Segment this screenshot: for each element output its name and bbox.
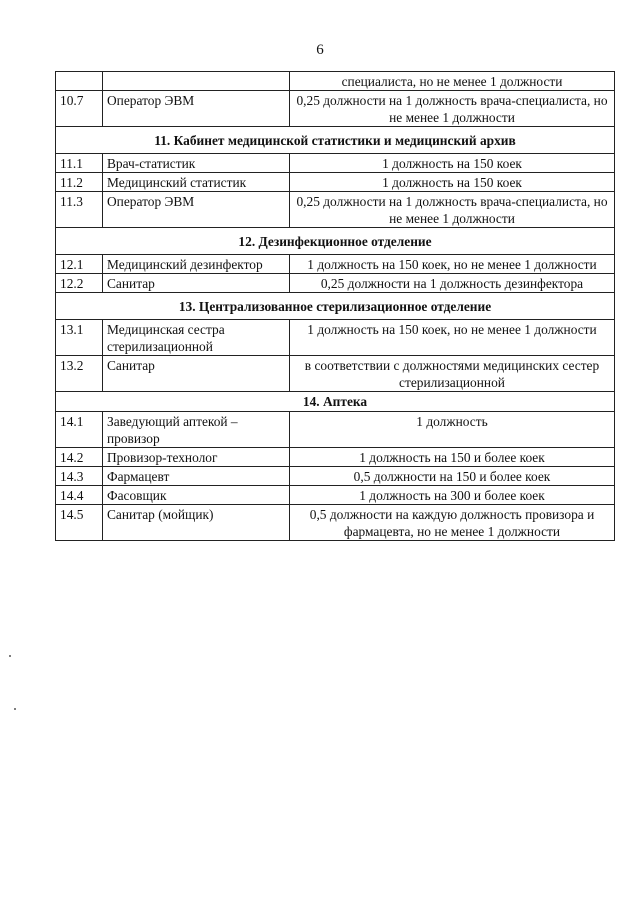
- table-row: [56, 173, 615, 192]
- row-norm: 0,5 должности на 150 и более коек: [290, 467, 615, 486]
- row-position: Санитар: [103, 274, 290, 293]
- table-row: [56, 72, 615, 91]
- row-position: Врач-статистик: [103, 154, 290, 173]
- row-number: 11.3: [56, 192, 103, 228]
- row-norm: 1 должность на 150 коек: [290, 154, 615, 173]
- row-number: 10.7: [56, 91, 103, 127]
- row-norm: 1 должность на 150 коек, но не менее 1 должности: [290, 320, 615, 356]
- row-position: Оператор ЭВМ: [103, 91, 290, 127]
- section-title: 13. Централизованное стерилизационное отделение: [56, 293, 615, 320]
- row-number: 11.1: [56, 154, 103, 173]
- row-position: Санитар (мойщик): [103, 505, 290, 541]
- row-norm: 0,25 должности на 1 должность врача-специалиста, но не менее 1 должности: [290, 192, 615, 228]
- row-norm: 1 должность на 150 и более коек: [290, 448, 615, 467]
- row-number: 14.4: [56, 486, 103, 505]
- row-number: 14.5: [56, 505, 103, 541]
- section-title: 11. Кабинет медицинской статистики и медицинский архив: [56, 127, 615, 154]
- table-row: [56, 192, 615, 228]
- row-position: Оператор ЭВМ: [103, 192, 290, 228]
- table-row: [56, 412, 615, 448]
- row-number: 12.1: [56, 255, 103, 274]
- section-title: 14. Аптека: [56, 392, 615, 412]
- row-position: Медицинская сестра стерилизационной: [103, 320, 290, 356]
- row-position: Провизор-технолог: [103, 448, 290, 467]
- table-row: [56, 505, 615, 541]
- row-position: Медицинский дезинфектор: [103, 255, 290, 274]
- row-number: 12.2: [56, 274, 103, 293]
- section-title: 12. Дезинфекционное отделение: [56, 228, 615, 255]
- table-row: [56, 274, 615, 293]
- table-row: [56, 255, 615, 274]
- page-number: 6: [316, 42, 324, 58]
- table-row: [56, 154, 615, 173]
- row-position: Фармацевт: [103, 467, 290, 486]
- scan-speck: [9, 655, 11, 657]
- section-header-row: [56, 293, 615, 320]
- row-position: Фасовщик: [103, 486, 290, 505]
- row-number: 13.2: [56, 356, 103, 392]
- row-norm: 0,25 должности на 1 должность дезинфектора: [290, 274, 615, 293]
- row-norm: 1 должность на 150 коек: [290, 173, 615, 192]
- row-norm: специалиста, но не менее 1 должности: [290, 72, 615, 91]
- scan-speck: [14, 708, 16, 710]
- row-norm: 1 должность на 300 и более коек: [290, 486, 615, 505]
- row-position: Медицинский статистик: [103, 173, 290, 192]
- row-number: 14.3: [56, 467, 103, 486]
- table-row: [56, 467, 615, 486]
- row-norm: в соответствии с должностями медицинских сестер стерилизационной: [290, 356, 615, 392]
- table-row: [56, 320, 615, 356]
- section-header-row: [56, 127, 615, 154]
- table-row: [56, 91, 615, 127]
- row-norm: 1 должность на 150 коек, но не менее 1 должности: [290, 255, 615, 274]
- row-norm: 0,5 должности на каждую должность провизора и фармацевта, но не менее 1 должности: [290, 505, 615, 541]
- section-header-row: [56, 228, 615, 255]
- row-number: 14.1: [56, 412, 103, 448]
- table-row: [56, 356, 615, 392]
- table-row: [56, 486, 615, 505]
- row-number: [56, 72, 103, 91]
- row-position: Заведующий аптекой – провизор: [103, 412, 290, 448]
- table-row: [56, 448, 615, 467]
- row-number: 14.2: [56, 448, 103, 467]
- row-position: [103, 72, 290, 91]
- row-norm: 0,25 должности на 1 должность врача-специалиста, но не менее 1 должности: [290, 91, 615, 127]
- row-position: Санитар: [103, 356, 290, 392]
- section-header-row: [56, 392, 615, 412]
- staffing-table: [55, 71, 615, 541]
- row-number: 13.1: [56, 320, 103, 356]
- row-norm: 1 должность: [290, 412, 615, 448]
- row-number: 11.2: [56, 173, 103, 192]
